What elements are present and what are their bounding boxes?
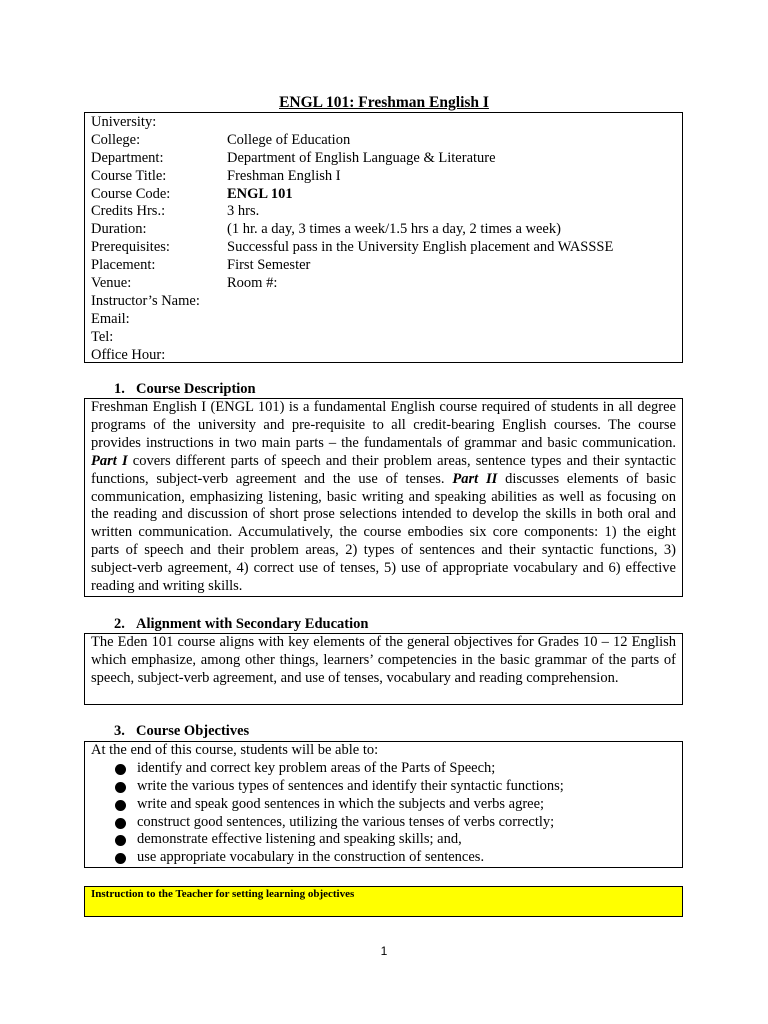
- objective-item: [91, 814, 676, 832]
- objective-text: construct good sentences, utilizing the various tenses of verbs correctly;: [137, 813, 555, 830]
- objective-text: write and speak good sentences in which the subjects and verbs agree;: [137, 795, 545, 812]
- info-row: [91, 347, 676, 365]
- description-text-part: discusses elements of basic communication, emphasizing listening, basic writing and speaking abilities as well as focusing on the reading and discussion of short prose selections intended to develop the skills in both oral and written communication. Accumulatively, the course embodies six core components: 1) the eight parts of speech and their problem areas, 2) types of sentences and their syntactic functions, 3) subject-verb agreement, 4) correct use of tenses, 5) use of appropriate vocabulary and 6) effective reading and writing skills.: [91, 470, 676, 595]
- bullet-icon: [115, 782, 126, 793]
- course-description-box: [84, 398, 683, 597]
- info-value: First Semester: [227, 257, 311, 274]
- objective-item: [91, 778, 676, 796]
- section-heading-alignment: [114, 616, 368, 633]
- part-two-label: Part II: [452, 470, 498, 487]
- info-row: [91, 132, 676, 150]
- info-value: 3 hrs.: [227, 203, 260, 220]
- info-row: [91, 150, 676, 168]
- info-row: [91, 203, 676, 221]
- alignment-box: [84, 633, 683, 705]
- info-label: Email:: [91, 310, 130, 327]
- teacher-instruction-box: Instruction to the Teacher for setting learning objectives: [84, 886, 683, 917]
- course-description-text: [91, 399, 676, 596]
- objective-item: [91, 831, 676, 849]
- objective-item: [91, 760, 676, 778]
- info-label: Office Hour:: [91, 346, 166, 363]
- section-number: 2.: [114, 616, 125, 632]
- info-label: Course Code:: [91, 185, 171, 202]
- objectives-intro: At the end of this course, students will be able to:: [91, 742, 379, 758]
- bullet-icon: [115, 835, 126, 846]
- section-title: Course Description: [136, 381, 256, 397]
- bullet-icon: [115, 853, 126, 864]
- info-value: ENGL 101: [227, 185, 293, 202]
- section-heading-description: [114, 381, 256, 398]
- section-heading-objectives: [114, 723, 249, 740]
- info-value: Freshman English I: [227, 167, 341, 184]
- objective-item: [91, 796, 676, 814]
- info-row: [91, 293, 676, 311]
- info-label: Department:: [91, 149, 164, 166]
- info-value: Successful pass in the University English placement and WASSSE: [227, 239, 614, 256]
- objectives-list: [91, 760, 676, 867]
- page-number: 1: [380, 944, 388, 958]
- info-label: University:: [91, 114, 157, 130]
- objective-item: [91, 849, 676, 867]
- objective-text: identify and correct key problem areas of the Parts of Speech;: [137, 759, 496, 776]
- info-label: Course Title:: [91, 167, 167, 184]
- course-info-table: [84, 112, 683, 363]
- info-label: Tel:: [91, 328, 114, 345]
- info-row: [91, 257, 676, 275]
- bullet-icon: [115, 818, 126, 829]
- info-row: [91, 114, 676, 132]
- info-label: Prerequisites:: [91, 239, 170, 256]
- info-label: Venue:: [91, 275, 132, 292]
- info-label: Placement:: [91, 257, 156, 274]
- section-number: 3.: [114, 723, 125, 739]
- section-title: Course Objectives: [136, 723, 250, 739]
- alignment-text: The Eden 101 course aligns with key elements of the general objectives for Grades 10 – 12 English which emphasize, among other things, learners’ competencies in the basic grammar of the parts of speech, subject-verb agreement, and use of tenses, vocabulary and reading comprehension.: [91, 634, 676, 686]
- info-row: [91, 311, 676, 329]
- info-value: (1 hr. a day, 3 times a week/1.5 hrs a day, 2 times a week): [227, 221, 561, 238]
- info-row: [91, 221, 676, 239]
- info-value: College of Education: [227, 131, 351, 148]
- info-row: [91, 275, 676, 293]
- info-value: Department of English Language & Literature: [227, 149, 496, 166]
- info-label: Instructor’s Name:: [91, 292, 200, 309]
- info-row: [91, 239, 676, 257]
- section-number: 1.: [114, 381, 125, 397]
- objectives-box: [84, 741, 683, 868]
- info-value: Room #:: [227, 275, 278, 292]
- section-title: Alignment with Secondary Education: [136, 616, 369, 632]
- document-title: ENGL 101: Freshman English I: [279, 94, 489, 111]
- info-label: College:: [91, 131, 141, 148]
- info-row: [91, 186, 676, 204]
- objective-text: demonstrate effective listening and speaking skills; and,: [137, 831, 462, 848]
- info-label: Credits Hrs.:: [91, 203, 166, 220]
- info-row: [91, 329, 676, 347]
- objective-text: write the various types of sentences and identify their syntactic functions;: [137, 777, 564, 794]
- description-text-part: Freshman English I (ENGL 101) is a fundamental English course required of students in all degree programs of the university and pre-requisite to all credit-bearing English courses. The course provides instructions in two main parts – the fundamentals of grammar and basic communication.: [91, 399, 676, 451]
- bullet-icon: [115, 800, 126, 811]
- bullet-icon: [115, 764, 126, 775]
- objective-text: use appropriate vocabulary in the construction of sentences.: [137, 849, 485, 866]
- info-label: Duration:: [91, 221, 147, 238]
- description-text-part: covers different parts of speech and their problem areas, sentence types and their syntactic functions, subject-verb agreement and the use of tenses.: [91, 452, 676, 487]
- part-one-label: Part I: [91, 452, 128, 469]
- info-row: [91, 168, 676, 186]
